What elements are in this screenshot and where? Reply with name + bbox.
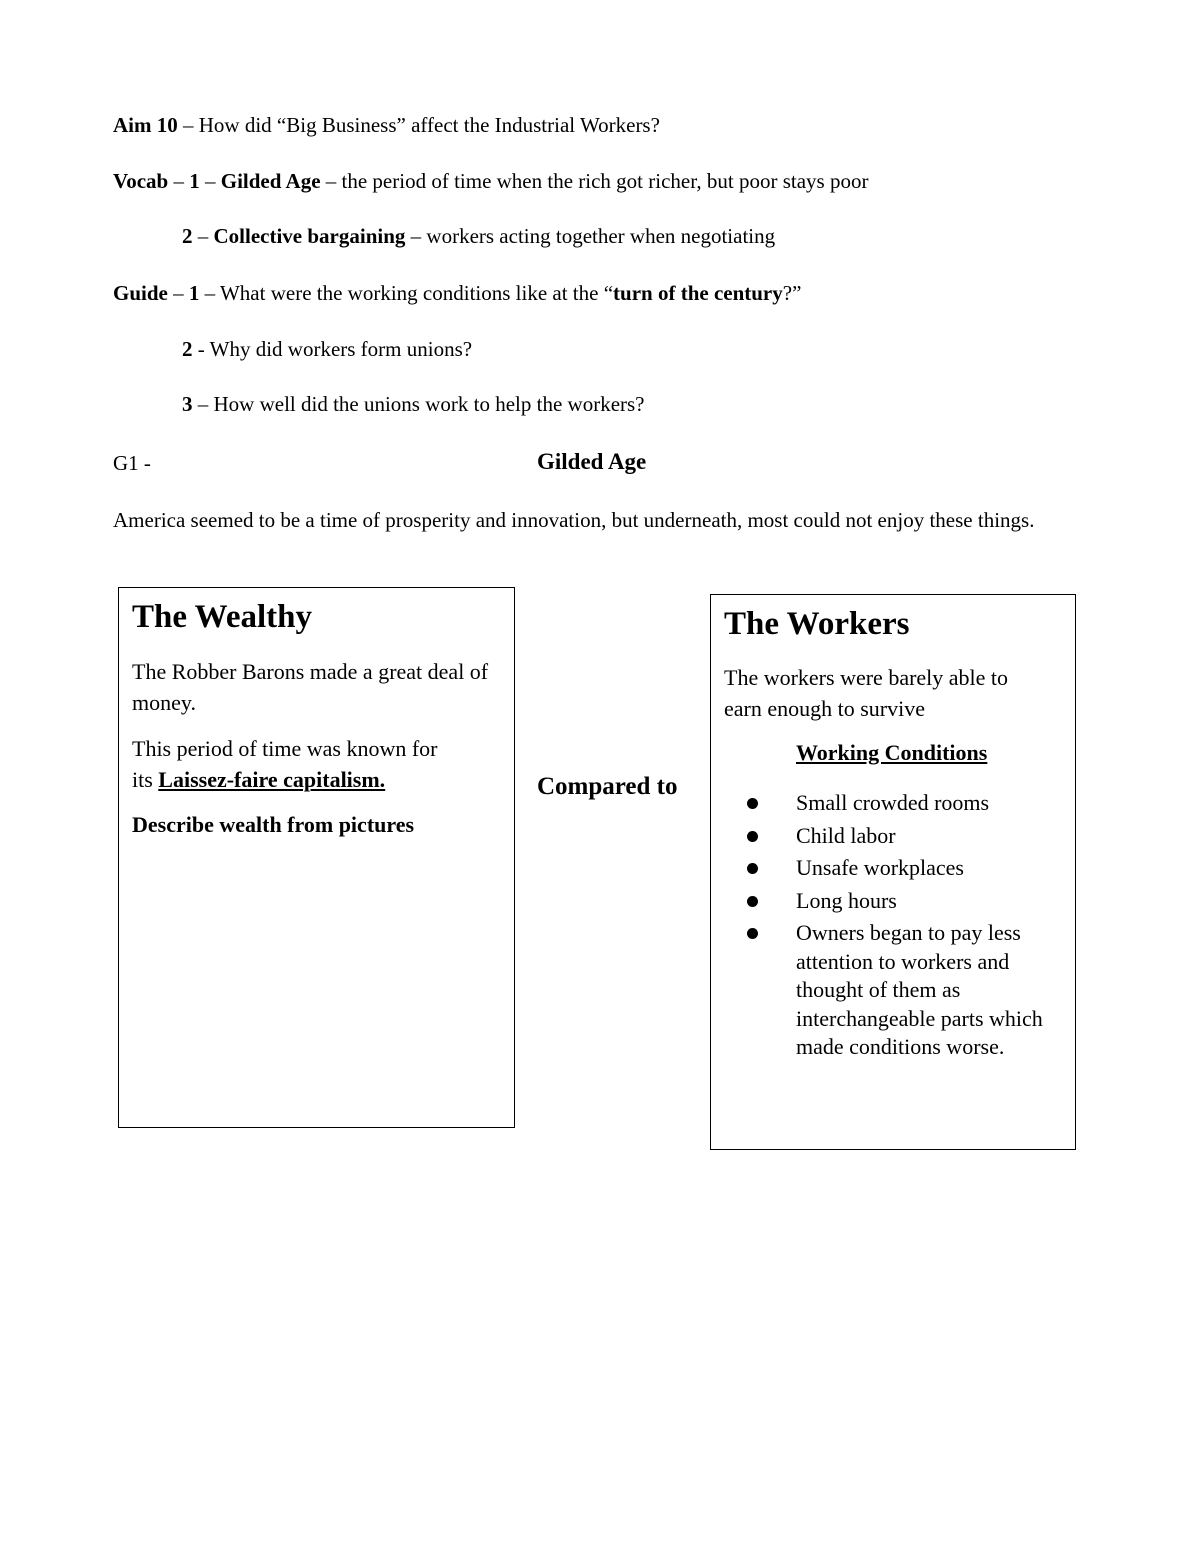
vocab-item-1: Vocab – 1 – Gilded Age – the period of time when the rich got richer, but poor stays poor <box>113 169 869 193</box>
guide-num: 2 <box>182 337 193 361</box>
wealthy-text-2-prefix: its <box>132 767 159 792</box>
vocab-definition: the period of time when the rich got richer, but poor stays poor <box>341 169 869 193</box>
list-item: Child labor <box>743 820 1068 853</box>
guide-item-1: Guide – 1 – What were the working conditions like at the “turn of the century?” <box>113 281 802 305</box>
bullet-icon <box>747 831 758 842</box>
working-conditions-heading: Working Conditions <box>796 740 988 765</box>
wealthy-text-2-line1: This period of time was known for <box>132 736 438 761</box>
section-intro: America seemed to be a time of prosperity and innovation, but underneath, most could not enjoy these things. <box>113 508 1035 532</box>
working-conditions-list <box>743 787 1068 1062</box>
wealthy-title: The Wealthy <box>132 599 313 635</box>
vocab-label: Vocab <box>113 169 169 193</box>
aim-question: How did “Big Business” affect the Industrial Workers? <box>198 113 660 137</box>
guide-text-after: ?” <box>782 281 802 305</box>
section-title: Gilded Age <box>537 449 647 474</box>
bullet-icon <box>747 896 758 907</box>
laissez-faire-term: Laissez-faire capitalism. <box>158 767 386 792</box>
list-item: Owners began to pay less attention to workers and thought of them as interchangeable parts which made conditions worse. <box>743 917 1068 1062</box>
bullet-icon <box>747 928 758 939</box>
wealthy-prompt: Describe wealth from pictures <box>132 812 415 837</box>
guide-sep: – <box>192 392 214 416</box>
wealthy-box <box>118 587 515 1128</box>
guide-item-3 <box>182 391 645 417</box>
vocab-num: 1 <box>189 169 200 193</box>
guide-sep: – <box>199 281 220 305</box>
bullet-icon <box>747 798 758 809</box>
wealthy-text-1: The Robber Barons made a great deal of money. <box>132 659 489 715</box>
guide-bold-term: turn of the century <box>613 281 783 305</box>
section-label: G1 - <box>113 451 151 475</box>
guide-item-2 <box>182 336 472 362</box>
guide-text: How well did the unions work to help the workers? <box>213 392 645 416</box>
wealthy-text-2 <box>132 733 502 795</box>
vocab-item-2: 2 – Collective bargaining – workers acting together when negotiating <box>182 224 776 248</box>
aim-dash: – <box>177 113 199 137</box>
vocab-term: Collective bargaining <box>213 224 406 248</box>
aim-line <box>113 112 660 138</box>
guide-text-before: What were the working conditions like at the “ <box>219 281 614 305</box>
vocab-num: 2 <box>182 224 193 248</box>
workers-box <box>710 594 1076 1150</box>
bullet-icon <box>747 863 758 874</box>
list-item: Long hours <box>743 885 1068 918</box>
vocab-definition: workers acting together when negotiating <box>426 224 776 248</box>
list-item: Unsafe workplaces <box>743 852 1068 885</box>
workers-title: The Workers <box>724 606 910 642</box>
guide-num: 1 <box>188 281 200 305</box>
aim-label: Aim 10 <box>113 113 178 137</box>
guide-num: 3 <box>182 392 193 416</box>
guide-text: Why did workers form unions? <box>209 337 473 361</box>
guide-sep: - <box>192 337 210 361</box>
vocab-term: Gilded Age <box>220 169 321 193</box>
list-item: Small crowded rooms <box>743 787 1068 820</box>
compared-label: Compared to <box>537 773 678 800</box>
guide-label: Guide <box>113 281 168 305</box>
workers-text: The workers were barely able to earn enough to survive <box>724 665 1009 721</box>
